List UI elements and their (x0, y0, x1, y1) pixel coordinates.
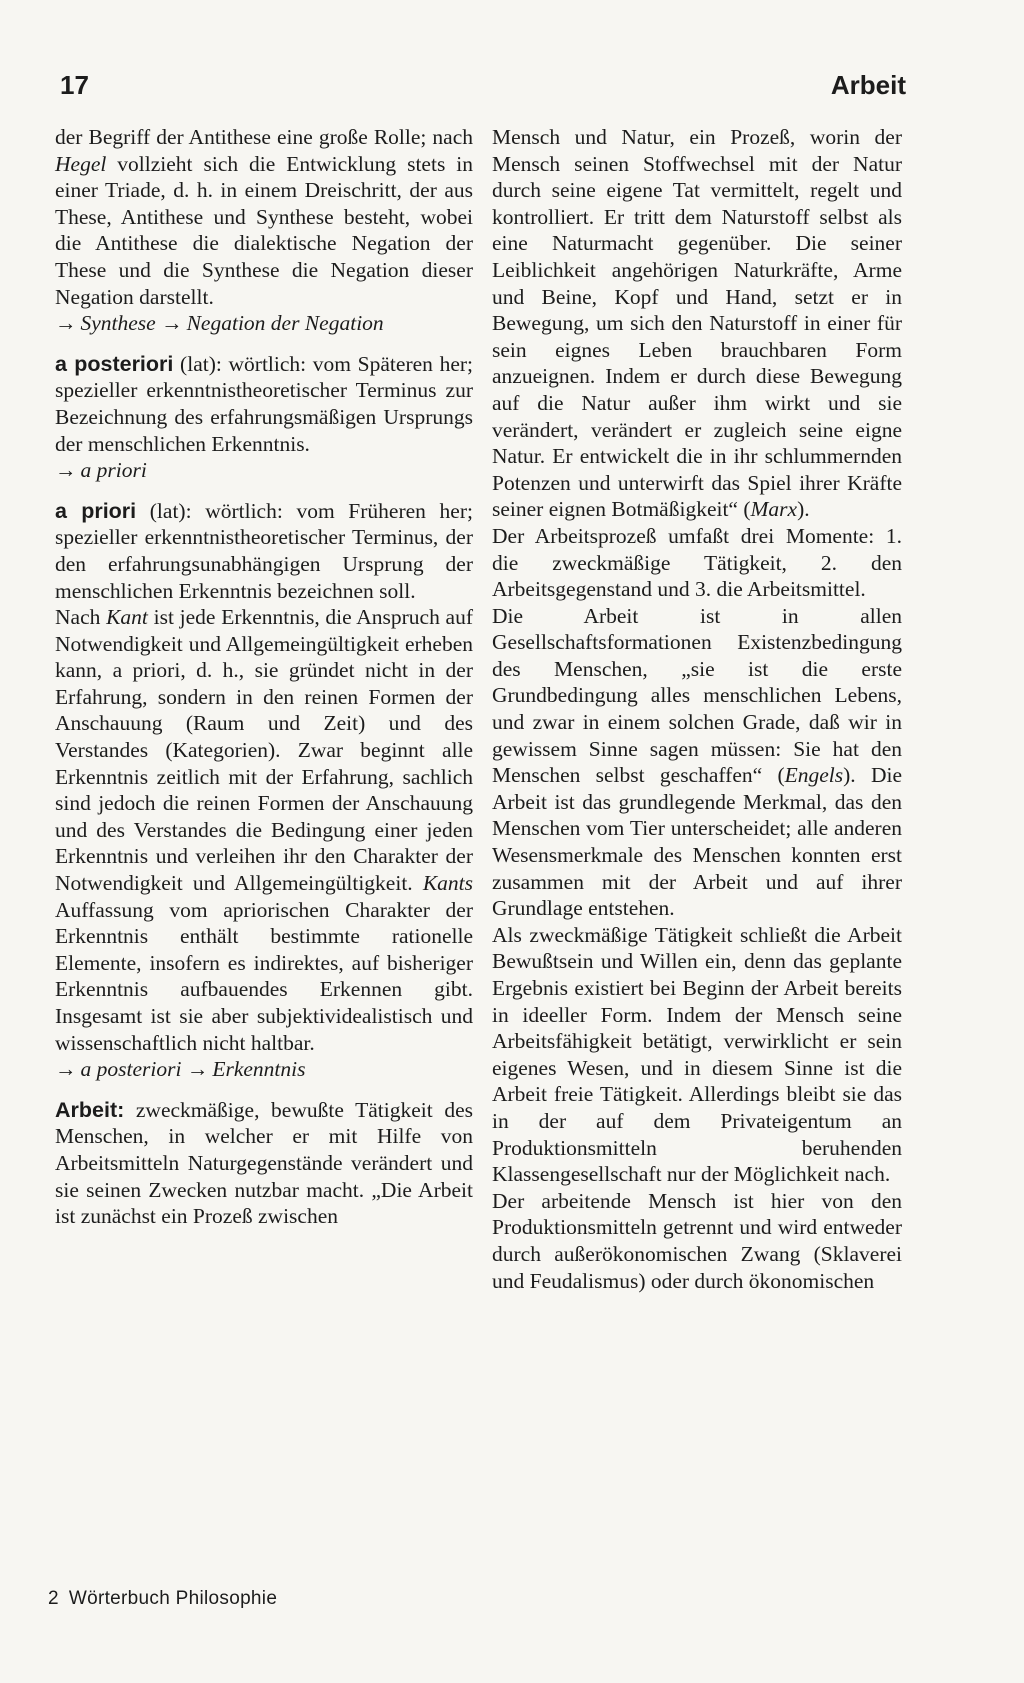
cross-reference (55, 310, 473, 337)
arrow-right-icon: → (55, 458, 77, 483)
ref-erkenntnis[interactable]: Erkenntnis (212, 1057, 306, 1082)
name-hegel: Hegel (55, 151, 107, 176)
cross-reference (55, 457, 473, 484)
name-kant: Kant (106, 605, 148, 630)
cross-reference (55, 1056, 473, 1083)
ref-negation-der-negation[interactable]: Negation der Negation (186, 311, 384, 336)
name-kants: Kants (422, 871, 473, 896)
book-title: Wörterbuch Philosophie (68, 1588, 278, 1609)
signature-mark: 2 (48, 1588, 59, 1609)
entry-a-priori: a priori (lat): wörtlich: vom Früheren her; spezieller erkenntnistheoretischer Terminus, der den erfahrungsunabhängigen Ursprung der menschlichen Erkenntnis bezeichnen soll. (55, 498, 473, 603)
name-marx: Marx (750, 497, 798, 522)
lemma-arbeit: Arbeit: (55, 1097, 125, 1122)
paragraph-arbeitsprozess: Der Arbeitsprozeß umfaßt drei Momente: 1. die zweckmäßige Tätigkeit, 2. den Arbeitsgegenstand und 3. die Arbeitsmittel. (492, 523, 902, 602)
ref-a-priori[interactable]: a priori (80, 458, 147, 483)
paragraph-engels-quote: Die Arbeit ist in allen Gesellschaftsformationen Existenzbedingung des Menschen, „sie ist die erste Grundbedingung alles menschlichen Lebens, und zwar in einem solchen Grade, daß wir in gewissem Sinne sagen müssen: Sie hat den Menschen selbst geschaffen“ (Engels). Die Arbeit ist das grundlegende Merkmal, das den Menschen vom Tier unterscheidet; alle anderen Wesensmerkmale des Menschen konnten erst zusammen mit der Arbeit und auf ihrer Grundlage entstehen. (492, 603, 902, 921)
right-column (492, 124, 902, 1294)
paragraph-zweckmaessige-taetigkeit: Als zweckmäßige Tätigkeit schließt die Arbeit Bewußtsein und Willen ein, denn das geplante Ergebnis existiert bei Beginn der Arbeit bereits in ideeller Form. Indem der Mensch seine Arbeitsfähigkeit betätigt, verwirklicht er sein eigenes Wesen, und in diesem Sinne ist die Arbeit freie Tätigkeit. Allerdings bleibt sie das in der auf dem Privateigentum an Produktionsmitteln beruhenden Klassengesellschaft nur der Möglichkeit nach. (492, 922, 902, 1187)
name-engels: Engels (784, 763, 844, 788)
arrow-right-icon: → (55, 1057, 77, 1082)
lemma-a-priori: a priori (55, 498, 137, 523)
paragraph-marx-quote: Mensch und Natur, ein Prozeß, worin der Mensch seinen Stoffwechsel mit der Natur durch seine eigene Tat vermittelt, regelt und kontrolliert. Er tritt dem Naturstoff selbst als eine Naturmacht gegenüber. Die seiner Leiblichkeit angehörigen Naturkräfte, Arme und Beine, Kopf und Hand, setzt er in Bewegung, um sich den Naturstoff in einer für sein eignes Leben brauchbaren Form anzueignen. Indem er durch diese Bewegung auf die Natur außer ihm wirkt und sie verändert, verändert er zugleich seine eigne Natur. Er entwickelt die in ihr schlummernden Potenzen und unterwirft das Spiel ihrer Kräfte seiner eignen Botmäßigkeit“ (Marx). (492, 125, 902, 522)
ref-synthese[interactable]: Synthese (80, 311, 156, 336)
paragraph-arbeitende-mensch: Der arbeitende Mensch ist hier von den Produktionsmitteln getrennt und wird entweder durch außerökonomischen Zwang (Sklaverei und Feudalismus) oder durch ökonomischen (492, 1188, 902, 1293)
arrow-right-icon: → (161, 311, 183, 336)
arrow-right-icon: → (55, 311, 77, 336)
running-head: Arbeit (830, 70, 906, 100)
entry-a-posteriori: a posteriori (lat): wörtlich: vom Späteren her; spezieller erkenntnistheoretischer Terminus zur Bezeichnung des erfahrungsmäßigen Ursprungs der menschlichen Erkenntnis. (55, 351, 473, 456)
ref-a-posteriori[interactable]: a posteriori (80, 1057, 182, 1082)
paragraph-kant: Nach Kant ist jede Erkenntnis, die Anspruch auf Notwendigkeit und Allgemeingültigkeit erheben kann, a priori, d. h., sie gründet nicht in der Erfahrung, sondern in den reinen Formen der Anschauung (Raum und Zeit) und des Verstandes (Kategorien). Zwar beginnt alle Erkenntnis zeitlich mit der Erfahrung, sachlich sind jedoch die reinen Formen der Anschauung und des Verstandes die Bedingung einer jeden Erkenntnis und verleihen ihr den Charakter der Notwendigkeit und Allgemeingültigkeit. Kants Auffassung vom apriorischen Charakter der Erkenntnis enthält bestimmte rationelle Elemente, insofern es indirektes, auf bisheriger Erkenntnis aufbauendes Erkennen gibt. Insgesamt ist sie aber subjektividealistisch und wissenschaftlich nicht haltbar. (55, 605, 473, 1055)
left-column (55, 124, 473, 1230)
entry-arbeit: Arbeit: zweckmäßige, bewußte Tätigkeit des Menschen, in welcher er mit Hilfe von Arbeitsmitteln Naturgegenstände verändert und sie seinen Zwecken nutzbar macht. „Die Arbeit ist zunächst ein Prozeß zwischen (55, 1097, 473, 1229)
page-footer (48, 1588, 277, 1610)
lemma-a-posteriori: a posteriori (55, 351, 174, 376)
paragraph-antithese: der Begriff der Antithese eine große Rolle; nach Hegel vollzieht sich die Entwicklung stets in einer Triade, d. h. in einem Dreischritt, der aus These, Antithese und Synthese besteht, wobei die Antithese die dialektische Negation der These und die Synthese die Negation dieser Negation darstellt. (55, 125, 473, 309)
arrow-right-icon: → (186, 1057, 209, 1082)
page-number: 17 (60, 70, 89, 100)
